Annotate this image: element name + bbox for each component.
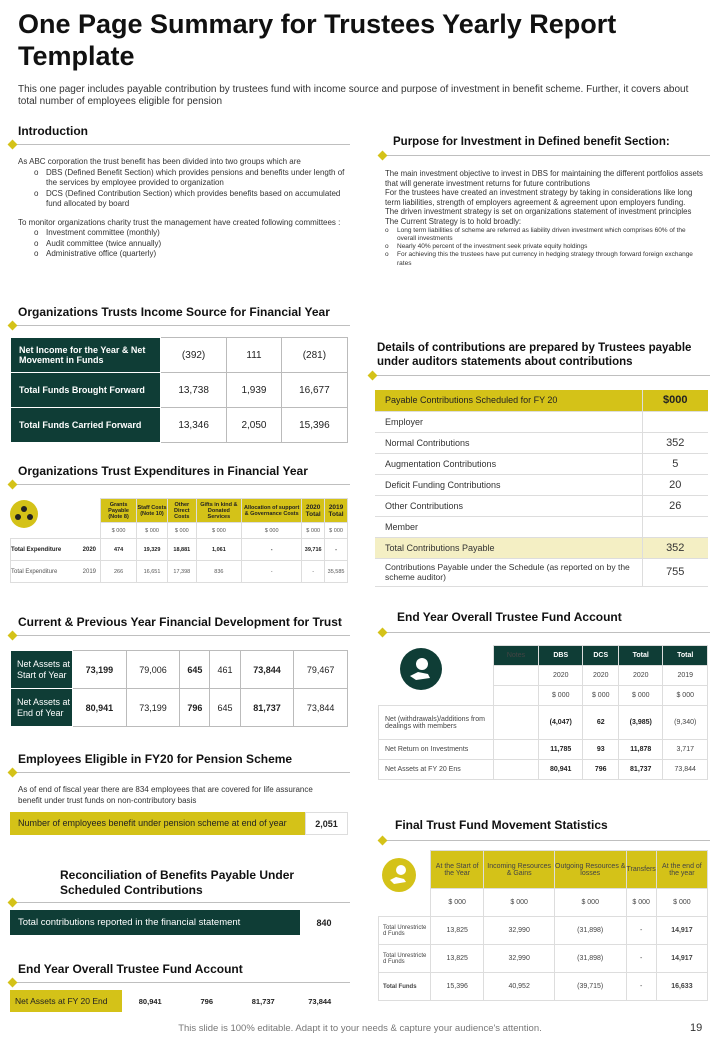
table-row: Net Return on Investments 11,785 93 11,878 3,717 xyxy=(379,740,708,760)
accent-dot xyxy=(8,631,18,641)
fund-table: Notes DBS DCS Total Total 2020 2020 2020 2019 $ 000 $ 000 $ 000 $ 000 Net (withdrawals)/additions from dealings with members (4,047) 62 (3,985) (9,340) Net Return on Investments 11,785 93 11,878 3,717 Net Assets at FY 20 Ens 80,941 796 81,737 73,844 xyxy=(378,645,708,780)
divider xyxy=(10,635,350,636)
recon-bar: Total contributions reported in the financial statement xyxy=(10,910,300,935)
movement-title: Final Trust Fund Movement Statistics xyxy=(395,818,608,832)
expend-table: Grants Payable (Note 8) Staff Costs (Note 10) Other Direct Costs Gifts in kind & Donated Services Allocation of support & Governance Costs 2020 Total 2019 Total $ 000 $ 000 $ 000 $ 000 $ 000 $ 000 $ 000 Total Expenditure 2020 474 19,329 18,881 1,061 - 39,716 - Total Expenditure 2019 266 16,651 17,398 836 - - 35,585 xyxy=(10,498,348,583)
divider xyxy=(10,982,350,983)
intro-title: Introduction xyxy=(18,124,88,138)
accent-dot xyxy=(8,768,18,778)
endyear-left-label: Net Assets at FY 20 End xyxy=(10,990,122,1012)
table-row: Contributions Payable under the Schedule (as reported on by the scheme auditor) 755 xyxy=(375,558,708,586)
purpose-text: The main investment objective to invest in DBS for maintaining the different portfolios assets that will generate investment returns for future contributions For the trustees have created an investment strategy by taking in considerations like long term liabilities, strength of employers agreement & agreement upon employers funding. The driven investment strategy is set on organizations statement of investment principles The Current Strategy is to hold broadly: o Long term liabilities of scheme are referred as liability driven investment which comprises 60% of the overall investments o Nearly 40% percent of the investment seek private equity holdings o For achieving this the trustees have put currency in hedging strategy through forward foreign exchange rates xyxy=(385,169,703,268)
accent-dot xyxy=(378,151,388,161)
table-row: Total Expenditure 2019 266 16,651 17,398 836 - - 35,585 xyxy=(11,561,348,583)
table-row: Total Unrestricte d Funds 13,825 32,990 (31,898) - 14,917 xyxy=(379,917,708,945)
accent-dot xyxy=(8,898,18,908)
footer-note: This slide is 100% editable. Adapt it to your needs & capture your audience's attention. xyxy=(178,1023,542,1034)
accent-dot xyxy=(8,140,18,150)
table-row: Net Assets at End of Year 80,941 73,199 796 645 81,737 73,844 xyxy=(11,689,348,727)
recon-title: Reconciliation of Benefits Payable Under Scheduled Contributions xyxy=(60,868,295,897)
expend-title: Organizations Trust Expenditures in Financial Year xyxy=(18,464,308,478)
table-row: Augmentation Contributions 5 xyxy=(375,453,708,474)
page-subtitle: This one pager includes payable contribution by trustees fund with income source and purpose of investment in benefit scheme. Further, it covers about total number of employees eligible for pension xyxy=(18,84,689,107)
accent-dot xyxy=(378,836,388,846)
eligible-value: 2,051 xyxy=(305,812,348,835)
table-row: Net Income for the Year & Net Movement in Funds (392) 111 (281) xyxy=(11,338,348,373)
recon-value: 840 xyxy=(316,918,332,928)
endyear-left-title: End Year Overall Trustee Fund Account xyxy=(18,962,243,976)
table-row: Total Funds Carried Forward 13,346 2,050 15,396 xyxy=(11,408,348,443)
accent-dot xyxy=(368,371,378,381)
income-table xyxy=(10,337,348,443)
table-row: Total Contributions Payable 352 xyxy=(375,537,708,558)
table-row: Total Funds Brought Forward 13,738 1,939 16,677 xyxy=(11,373,348,408)
table-row: Deficit Funding Contributions 20 xyxy=(375,474,708,495)
accent-dot xyxy=(8,480,18,490)
eligible-bar: Number of employees benefit under pension scheme at end of year xyxy=(10,812,305,835)
table-row: Total Unrestricte d Funds 13,825 32,990 (31,898) - 14,917 xyxy=(379,945,708,973)
eligible-title: Employees Eligible in FY20 for Pension Scheme xyxy=(18,752,293,766)
table-row: Total Expenditure 2020 474 19,329 18,881 1,061 - 39,716 - xyxy=(11,539,348,561)
divider xyxy=(380,155,710,156)
table-row: Employer xyxy=(375,411,708,432)
table-row: Other Contributions 26 xyxy=(375,495,708,516)
divider xyxy=(380,840,710,841)
page-number: 19 xyxy=(690,1022,703,1034)
contrib-title: Details of contributions are prepared by Trustees payable under auditors statements about contributions xyxy=(377,342,692,368)
divider xyxy=(10,772,350,773)
divider xyxy=(10,325,350,326)
eligible-text: As of end of fiscal year there are 834 employees that are covered for life assurance benefit under trust funds on non-contributory basis xyxy=(18,785,313,805)
purpose-title: Purpose for Investment in Defined benefit Section: xyxy=(393,136,670,148)
dev-table xyxy=(10,650,348,727)
table-row: Net Assets at FY 20 Ens 80,941 796 81,737 73,844 xyxy=(379,760,708,780)
table-row: Normal Contributions 352 xyxy=(375,432,708,453)
table-row: Total Funds 15,396 40,952 (39,715) - 16,633 xyxy=(379,973,708,1001)
endyear-left-values: 80,941 796 81,737 73,844 xyxy=(138,997,332,1006)
divider xyxy=(380,632,710,633)
table-row: Net (withdrawals)/additions from dealings with members (4,047) 62 (3,985) (9,340) xyxy=(379,706,708,740)
intro-text: As ABC corporation the trust benefit has been divided into two groups which are o DBS (Defined Benefit Section) which provides pensions and benefits under length of the services by employee provided to organization o DCS (Defined Contribution Section) which provides benefits based on accumulated fund allocated by board To monitor organizations charity trust the management have created following committees : o Investment committee (monthly) o Audit committee (twice annually) o Administrative office (quarterly) xyxy=(18,157,353,260)
accent-dot xyxy=(378,628,388,638)
fund-title: End Year Overall Trustee Fund Account xyxy=(397,610,622,624)
income-title: Organizations Trusts Income Source for Financial Year xyxy=(18,305,330,319)
accent-dot xyxy=(8,978,18,988)
table-row: Net Assets at Start of Year 73,199 79,006 645 461 73,844 79,467 xyxy=(11,651,348,689)
accent-dot xyxy=(8,321,18,331)
divider xyxy=(10,902,350,903)
divider xyxy=(10,144,350,145)
divider xyxy=(370,375,710,376)
movement-table: At the Start of the Year Incoming Resources & Gains Outgoing Resources & losses Transfers At the end of the year $ 000 $ 000 $ 000 $ 000 $ 000 Total Unrestricte d Funds 13,825 32,990 (31,898) - 14,917 Total Unrestricte d Funds 13,825 32,990 (31,898) - 14,917 Total Funds 15,396 40,952 (39,715) - 16,633 xyxy=(378,850,708,1001)
dev-title: Current & Previous Year Financial Development for Trust xyxy=(18,615,342,629)
table-row: Member xyxy=(375,516,708,537)
page-title: One Page Summary for Trustees Yearly Report Template xyxy=(18,9,617,71)
contrib-table: Payable Contributions Scheduled for FY 20 $000 Employer Normal Contributions 352 Augmentation Contributions 5 Deficit Funding Contributions 20 Other Contributions 26 Member Total Contributions Payable 352 Contributions Payable under the Schedule (as reported on by the scheme auditor) 755 xyxy=(375,390,708,587)
divider xyxy=(10,484,350,485)
